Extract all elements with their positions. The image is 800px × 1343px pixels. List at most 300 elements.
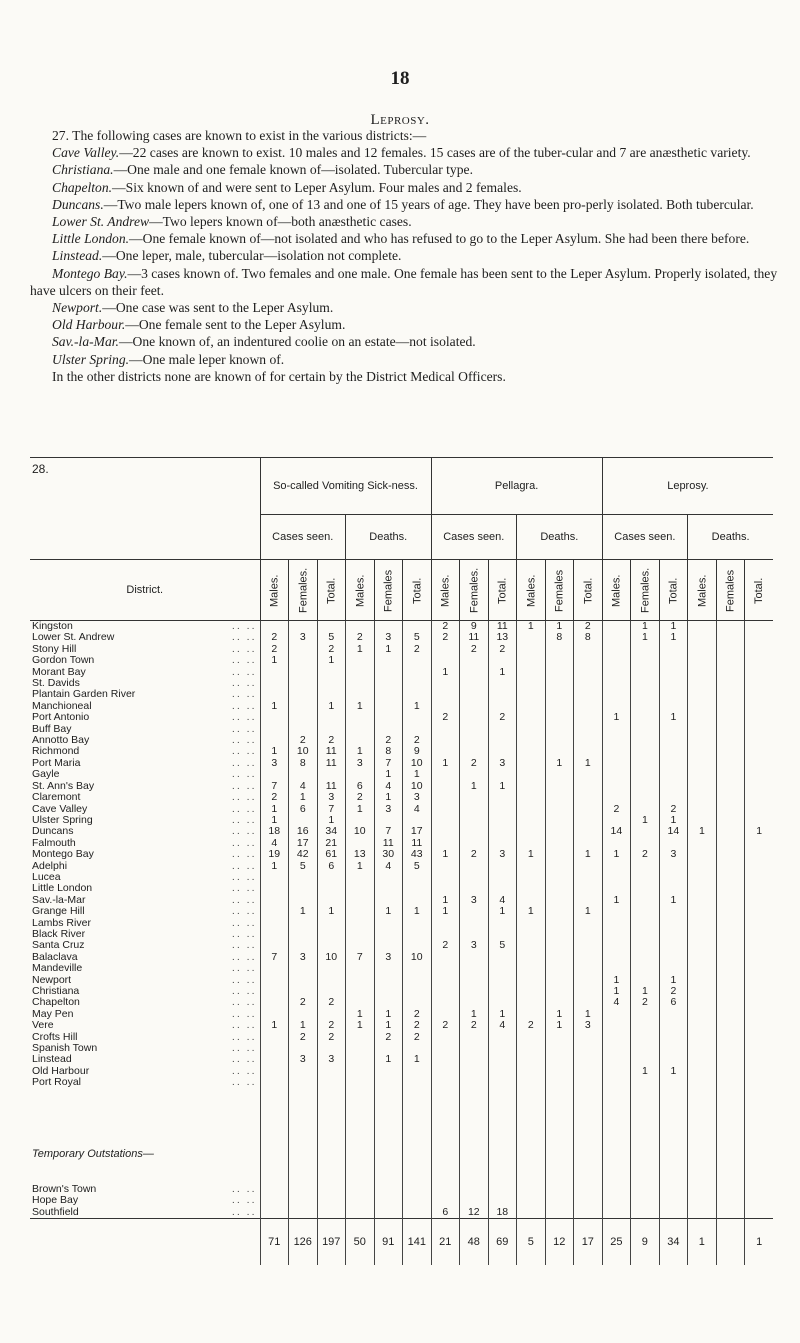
- district-name-cell: [30, 735, 260, 746]
- value-cell: [260, 712, 289, 723]
- district-row: [30, 929, 773, 940]
- value-cell: [346, 1032, 375, 1043]
- value-cell: [374, 1195, 403, 1206]
- value-cell: 4: [289, 781, 318, 792]
- value-cell: [688, 872, 717, 883]
- value-cell: [716, 735, 745, 746]
- intro-paragraph: 27. The following cases are known to exist in the various districts:—: [52, 128, 427, 143]
- value-cell: [716, 1032, 745, 1043]
- value-cell: [545, 997, 574, 1008]
- value-cell: [517, 712, 546, 723]
- value-cell: 1: [346, 746, 375, 757]
- value-cell: [517, 781, 546, 792]
- district-name: Lucea: [32, 871, 61, 883]
- value-cell: [460, 838, 489, 849]
- value-cell: [374, 1077, 403, 1088]
- value-cell: [488, 952, 517, 963]
- value-cell: [346, 1043, 375, 1054]
- value-cell: 21: [317, 838, 346, 849]
- value-cell: [260, 689, 289, 700]
- value-cell: 10: [403, 952, 432, 963]
- value-cell: [260, 986, 289, 997]
- leader-dots: .. ..: [231, 757, 257, 769]
- note-text: —22 cases are known to exist. 10 males and 12 females. 15 cases are of the tuber-cular and 7 are anæsthetic variety.: [119, 145, 751, 161]
- district-note: [30, 144, 778, 161]
- value-cell: [602, 621, 631, 633]
- value-cell: [488, 986, 517, 997]
- value-cell: 2: [460, 1020, 489, 1031]
- value-cell: [488, 735, 517, 746]
- value-cell: [517, 758, 546, 769]
- spacer-cell: [745, 1160, 774, 1184]
- value-cell: [545, 701, 574, 712]
- value-cell: [745, 963, 774, 974]
- value-cell: [545, 895, 574, 906]
- spacer-cell: [545, 1160, 574, 1184]
- value-cell: [745, 906, 774, 917]
- district-name: Little London: [32, 883, 93, 895]
- cases-seen-header: Cases seen.: [260, 515, 346, 560]
- note-place: Chapelton.: [52, 179, 113, 195]
- value-cell: 3: [374, 632, 403, 643]
- value-cell: 10: [317, 952, 346, 963]
- value-cell: 1: [260, 1020, 289, 1031]
- district-name-cell: [30, 815, 260, 826]
- value-cell: [431, 1184, 460, 1195]
- district-name: Gordon Town: [32, 655, 95, 667]
- spacer-cell: [431, 1160, 460, 1184]
- value-cell: [346, 678, 375, 689]
- value-cell: [602, 861, 631, 872]
- value-cell: [688, 1207, 717, 1219]
- value-cell: [659, 781, 688, 792]
- district-note: [30, 161, 778, 178]
- value-cell: 34: [317, 826, 346, 837]
- district-row: [30, 986, 773, 997]
- district-name: Falmouth: [32, 837, 76, 849]
- value-cell: [602, 689, 631, 700]
- value-cell: [602, 644, 631, 655]
- value-cell: [631, 940, 660, 951]
- value-cell: [574, 883, 603, 894]
- value-cell: [574, 929, 603, 940]
- value-cell: [517, 883, 546, 894]
- value-cell: [403, 621, 432, 633]
- spacer-cell: [289, 1089, 318, 1149]
- value-cell: [403, 929, 432, 940]
- value-cell: [346, 815, 375, 826]
- value-cell: [374, 655, 403, 666]
- value-cell: [716, 952, 745, 963]
- value-cell: [545, 1207, 574, 1219]
- district-row: [30, 940, 773, 951]
- district-name: Spanish Town: [32, 1043, 98, 1055]
- value-cell: [488, 963, 517, 974]
- value-cell: [431, 1032, 460, 1043]
- value-cell: 2: [431, 632, 460, 643]
- value-cell: [517, 655, 546, 666]
- value-cell: 2: [431, 621, 460, 633]
- value-cell: 1: [403, 906, 432, 917]
- value-cell: 3: [374, 804, 403, 815]
- spacer-cell: [260, 1149, 289, 1160]
- value-cell: [517, 975, 546, 986]
- leprosy-notes: [30, 127, 778, 385]
- district-name: Southfield: [32, 1206, 79, 1218]
- leader-dots: .. ..: [231, 871, 257, 883]
- value-cell: [688, 986, 717, 997]
- column-header: Total.: [574, 560, 603, 621]
- district-name: Port Maria: [32, 757, 81, 769]
- value-cell: [545, 975, 574, 986]
- value-cell: 1: [346, 804, 375, 815]
- value-cell: [602, 678, 631, 689]
- value-cell: [545, 655, 574, 666]
- value-cell: [659, 701, 688, 712]
- district-name-cell: [30, 975, 260, 986]
- value-cell: [317, 1043, 346, 1054]
- value-cell: [431, 1066, 460, 1077]
- value-cell: [431, 1077, 460, 1088]
- district-name: Black River: [32, 928, 86, 940]
- value-cell: [545, 838, 574, 849]
- district-name-cell: [30, 1066, 260, 1077]
- value-cell: [631, 689, 660, 700]
- district-statistics-table: [30, 457, 772, 1265]
- column-header: Total.: [745, 560, 774, 621]
- value-cell: [602, 632, 631, 643]
- deaths-header: Deaths.: [346, 515, 432, 560]
- value-cell: [460, 712, 489, 723]
- value-cell: [545, 883, 574, 894]
- value-cell: [688, 838, 717, 849]
- value-cell: [488, 826, 517, 837]
- spacer-cell: [460, 1089, 489, 1149]
- column-header: Males.: [346, 560, 375, 621]
- value-cell: [517, 1184, 546, 1195]
- value-cell: [574, 678, 603, 689]
- value-cell: 11: [460, 632, 489, 643]
- value-cell: [403, 963, 432, 974]
- value-cell: [260, 724, 289, 735]
- value-cell: [488, 746, 517, 757]
- value-cell: [745, 804, 774, 815]
- value-cell: 8: [574, 632, 603, 643]
- value-cell: [488, 724, 517, 735]
- value-cell: 6: [431, 1207, 460, 1219]
- value-cell: [631, 872, 660, 883]
- total-value-cell: 12: [545, 1219, 574, 1266]
- value-cell: [631, 1054, 660, 1065]
- value-cell: [545, 1195, 574, 1206]
- value-cell: [488, 918, 517, 929]
- value-cell: 10: [289, 746, 318, 757]
- value-cell: 19: [260, 849, 289, 860]
- value-cell: [517, 963, 546, 974]
- value-cell: [602, 872, 631, 883]
- value-cell: [346, 1054, 375, 1065]
- value-cell: [488, 701, 517, 712]
- value-cell: [602, 735, 631, 746]
- value-cell: 1: [346, 1009, 375, 1020]
- value-cell: [545, 792, 574, 803]
- district-name-cell: [30, 952, 260, 963]
- value-cell: 5: [488, 940, 517, 951]
- value-cell: 7: [317, 804, 346, 815]
- value-cell: [688, 975, 717, 986]
- district-name: Crofts Hill: [32, 1031, 78, 1043]
- value-cell: [659, 1009, 688, 1020]
- deaths-header: Deaths.: [517, 515, 603, 560]
- value-cell: 1: [545, 758, 574, 769]
- value-cell: [574, 975, 603, 986]
- value-cell: [431, 861, 460, 872]
- value-cell: 14: [602, 826, 631, 837]
- district-name: Sav.-la-Mar: [32, 894, 86, 906]
- value-cell: 1: [460, 781, 489, 792]
- spacer-cell: [346, 1160, 375, 1184]
- value-cell: [716, 826, 745, 837]
- spacer-cell: [346, 1149, 375, 1160]
- total-value-cell: 141: [403, 1219, 432, 1266]
- district-note: [30, 265, 778, 299]
- value-cell: [317, 667, 346, 678]
- value-cell: 3: [289, 1054, 318, 1065]
- district-name-cell: [30, 712, 260, 723]
- value-cell: [716, 712, 745, 723]
- value-cell: 1: [431, 849, 460, 860]
- value-cell: 1: [431, 667, 460, 678]
- value-cell: [317, 1009, 346, 1020]
- value-cell: 11: [317, 781, 346, 792]
- value-cell: 11: [317, 746, 346, 757]
- value-cell: [374, 975, 403, 986]
- column-header: Total.: [659, 560, 688, 621]
- value-cell: 1: [602, 849, 631, 860]
- leader-dots: .. ..: [231, 1065, 257, 1077]
- value-cell: [659, 861, 688, 872]
- value-cell: [260, 872, 289, 883]
- value-cell: [346, 895, 375, 906]
- value-cell: 1: [602, 712, 631, 723]
- note-text: —One known of, an indentured coolie on an estate—not isolated.: [118, 334, 476, 350]
- column-header: Males.: [431, 560, 460, 621]
- district-name-cell: [30, 1184, 260, 1195]
- value-cell: [374, 724, 403, 735]
- spacer-row: [30, 1089, 773, 1149]
- value-cell: 12: [460, 1207, 489, 1219]
- value-cell: [431, 986, 460, 997]
- value-cell: [631, 804, 660, 815]
- value-cell: [289, 895, 318, 906]
- district-row: [30, 792, 773, 803]
- value-cell: [317, 940, 346, 951]
- district-note: [30, 333, 778, 350]
- value-cell: [602, 746, 631, 757]
- value-cell: [317, 689, 346, 700]
- district-name-cell: [30, 644, 260, 655]
- district-name-cell: [30, 1043, 260, 1054]
- value-cell: 1: [574, 906, 603, 917]
- value-cell: [460, 918, 489, 929]
- value-cell: [545, 1066, 574, 1077]
- value-cell: 2: [403, 1009, 432, 1020]
- value-cell: [602, 815, 631, 826]
- value-cell: 2: [460, 644, 489, 655]
- note-place: Newport.: [52, 300, 103, 316]
- value-cell: [460, 815, 489, 826]
- value-cell: [745, 929, 774, 940]
- value-cell: [346, 735, 375, 746]
- value-cell: [260, 1207, 289, 1219]
- value-cell: [431, 1009, 460, 1020]
- column-header: Females: [374, 560, 403, 621]
- district-name: Claremont: [32, 792, 81, 804]
- value-cell: 61: [317, 849, 346, 860]
- value-cell: [488, 861, 517, 872]
- value-cell: [517, 1077, 546, 1088]
- value-cell: [602, 1054, 631, 1065]
- value-cell: [574, 1032, 603, 1043]
- value-cell: [659, 963, 688, 974]
- value-cell: [260, 735, 289, 746]
- value-cell: 1: [403, 769, 432, 780]
- value-cell: [517, 929, 546, 940]
- value-cell: [346, 1207, 375, 1219]
- total-value-cell: [716, 1219, 745, 1266]
- column-header: Females.: [289, 560, 318, 621]
- value-cell: [403, 655, 432, 666]
- value-cell: [574, 781, 603, 792]
- column-header: Males.: [260, 560, 289, 621]
- district-row: [30, 826, 773, 837]
- district-name: May Pen: [32, 1008, 74, 1020]
- value-cell: 1: [488, 1009, 517, 1020]
- value-cell: [289, 701, 318, 712]
- value-cell: [260, 963, 289, 974]
- value-cell: [716, 975, 745, 986]
- district-name: Morant Bay: [32, 666, 86, 678]
- value-cell: [716, 940, 745, 951]
- district-name-cell: [30, 689, 260, 700]
- value-cell: [574, 963, 603, 974]
- value-cell: [688, 895, 717, 906]
- spacer-cell: [602, 1149, 631, 1160]
- value-cell: [659, 872, 688, 883]
- value-cell: [602, 724, 631, 735]
- value-cell: [317, 1207, 346, 1219]
- value-cell: 1: [574, 1009, 603, 1020]
- value-cell: [517, 644, 546, 655]
- value-cell: [346, 1195, 375, 1206]
- value-cell: 1: [602, 986, 631, 997]
- district-note: [30, 230, 778, 247]
- value-cell: [431, 918, 460, 929]
- spacer-cell: [460, 1160, 489, 1184]
- value-cell: 1: [545, 621, 574, 633]
- value-cell: 17: [289, 838, 318, 849]
- leader-dots: .. ..: [231, 917, 257, 929]
- value-cell: [403, 895, 432, 906]
- value-cell: [574, 804, 603, 815]
- value-cell: [659, 678, 688, 689]
- value-cell: [403, 667, 432, 678]
- value-cell: [517, 804, 546, 815]
- district-row: [30, 632, 773, 643]
- group-header-pellagra: Pellagra.: [431, 458, 602, 515]
- value-cell: [460, 746, 489, 757]
- value-cell: [659, 644, 688, 655]
- value-cell: [260, 975, 289, 986]
- value-cell: [460, 872, 489, 883]
- value-cell: 1: [517, 621, 546, 633]
- value-cell: [716, 804, 745, 815]
- spacer-cell: [346, 1089, 375, 1149]
- value-cell: [488, 997, 517, 1008]
- value-cell: [460, 769, 489, 780]
- group-header-leprosy: Leprosy.: [602, 458, 773, 515]
- value-cell: [745, 940, 774, 951]
- value-cell: [688, 781, 717, 792]
- value-cell: [431, 701, 460, 712]
- value-cell: [346, 769, 375, 780]
- value-cell: [488, 1184, 517, 1195]
- value-cell: [659, 689, 688, 700]
- value-cell: [688, 849, 717, 860]
- value-cell: [403, 940, 432, 951]
- total-value-cell: 9: [631, 1219, 660, 1266]
- district-name: Chapelton: [32, 997, 80, 1009]
- value-cell: [403, 883, 432, 894]
- value-cell: 6: [346, 781, 375, 792]
- value-cell: [659, 655, 688, 666]
- value-cell: [659, 1184, 688, 1195]
- value-cell: [688, 701, 717, 712]
- value-cell: [289, 1077, 318, 1088]
- district-name-cell: [30, 701, 260, 712]
- district-name-cell: [30, 906, 260, 917]
- total-value-cell: 17: [574, 1219, 603, 1266]
- value-cell: [517, 724, 546, 735]
- value-cell: [545, 918, 574, 929]
- value-cell: [631, 735, 660, 746]
- value-cell: [574, 644, 603, 655]
- district-row: [30, 1077, 773, 1088]
- value-cell: 5: [317, 632, 346, 643]
- value-cell: [545, 849, 574, 860]
- district-name: Montego Bay: [32, 849, 94, 861]
- spacer-cell: [688, 1149, 717, 1160]
- value-cell: 1: [659, 1066, 688, 1077]
- value-cell: 1: [260, 746, 289, 757]
- value-cell: [431, 689, 460, 700]
- note-place: Ulster Spring.: [52, 351, 130, 367]
- value-cell: [545, 712, 574, 723]
- value-cell: 2: [574, 621, 603, 633]
- value-cell: [431, 724, 460, 735]
- value-cell: 3: [317, 792, 346, 803]
- leader-dots: .. ..: [231, 837, 257, 849]
- value-cell: [460, 724, 489, 735]
- spacer-cell: [488, 1160, 517, 1184]
- value-cell: [289, 1207, 318, 1219]
- spacer-cell: [431, 1149, 460, 1160]
- note-text: —One female sent to the Leper Asylum.: [125, 317, 346, 333]
- value-cell: [488, 1054, 517, 1065]
- value-cell: [289, 769, 318, 780]
- value-cell: 7: [260, 952, 289, 963]
- value-cell: [460, 1043, 489, 1054]
